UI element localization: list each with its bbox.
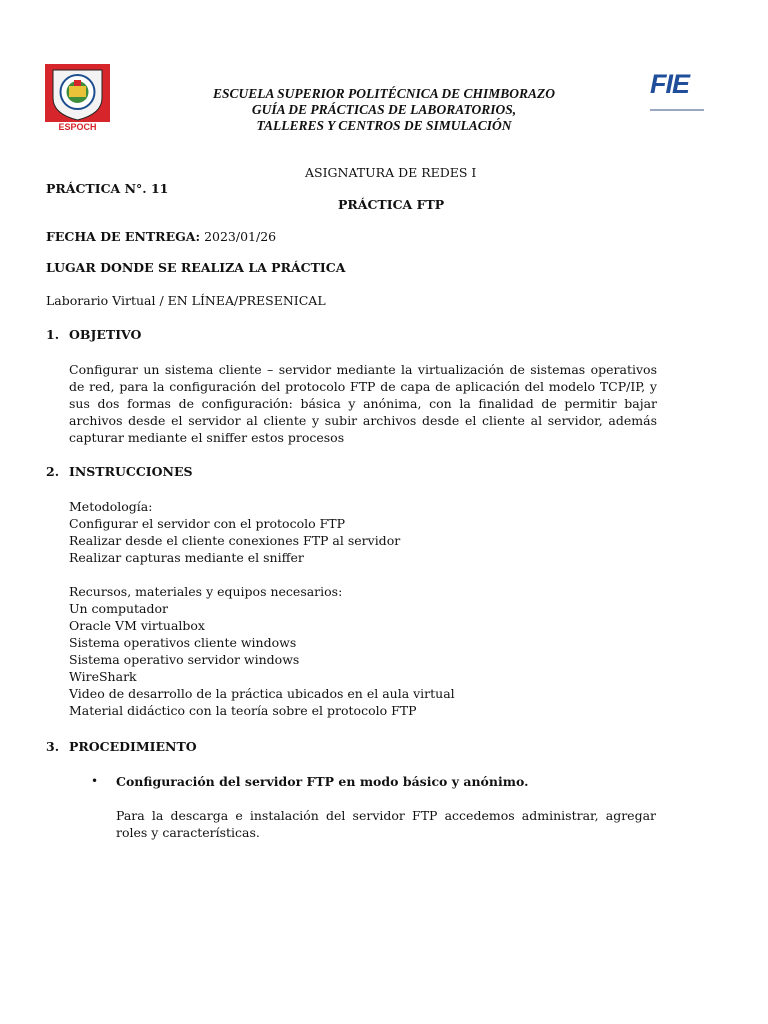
institution-title: ESCUELA SUPERIOR POLITÉCNICA DE CHIMBORAZO xyxy=(212,86,556,101)
due-date-label: FECHA DE ENTREGA: xyxy=(46,229,201,244)
fie-logo-text: FIE xyxy=(650,69,690,99)
place-value: Laborario Virtual / EN LÍNEA/PRESENICAL xyxy=(46,293,326,308)
section-instructions-heading xyxy=(46,463,193,480)
list-item: Recursos, materiales y equipos necesarios: xyxy=(69,584,343,599)
procedure-bullet: Configuración del servidor FTP en modo básico y anónimo. xyxy=(116,774,529,789)
list-item: Configurar el servidor con el protocolo FTP xyxy=(69,516,346,531)
section-title: INSTRUCCIONES xyxy=(69,464,193,479)
list-item: Material didáctico con la teoría sobre el protocolo FTP xyxy=(69,703,417,718)
practice-number: PRÁCTICA N°. 11 xyxy=(46,181,169,196)
guide-title: GUÍA DE PRÁCTICAS DE LABORATORIOS, xyxy=(251,102,517,117)
guide-subtitle: TALLERES Y CENTROS DE SIMULACIÓN xyxy=(256,118,512,133)
list-item: Realizar desde el cliente conexiones FTP al servidor xyxy=(69,533,401,548)
list-item: WireShark xyxy=(69,669,137,684)
practice-title: PRÁCTICA FTP xyxy=(338,197,445,212)
due-date xyxy=(46,228,276,245)
section-title: PROCEDIMIENTO xyxy=(69,739,197,754)
list-item: Sistema operativos cliente windows xyxy=(69,635,297,650)
subject-label: ASIGNATURA DE REDES I xyxy=(305,165,477,180)
section-objective-heading xyxy=(46,326,141,343)
due-date-value: 2023/01/26 xyxy=(200,229,277,244)
objective-text: Configurar un sistema cliente – servidor mediante la virtualización de sistemas operativos de red, para la configuración del protocolo FTP de capa de aplicación del modelo TCP/IP, y sus dos formas de configuración: básica y anónima, con la finalidad de permitir bajar archivos desde el servidor al cliente y subir archivos desde el cliente al servidor, además capturar mediante el sniffer estos procesos xyxy=(69,362,657,445)
section-number: 3. xyxy=(46,739,60,754)
methodology-list xyxy=(69,498,400,566)
list-item: Realizar capturas mediante el sniffer xyxy=(69,550,304,565)
list-item: Video de desarrollo de la práctica ubicados en el aula virtual xyxy=(69,686,455,701)
resources-list xyxy=(69,583,455,719)
section-number: 1. xyxy=(46,327,60,342)
place-label: LUGAR DONDE SE REALIZA LA PRÁCTICA xyxy=(46,260,346,275)
section-number: 2. xyxy=(46,464,60,479)
bullet-dot-icon: • xyxy=(91,774,99,788)
list-item: Sistema operativo servidor windows xyxy=(69,652,300,667)
list-item: Un computador xyxy=(69,601,168,616)
list-item: Oracle VM virtualbox xyxy=(69,618,205,633)
espoch-logo-label: ESPOCH xyxy=(58,122,97,132)
procedure-text: Para la descarga e instalación del servidor FTP accedemos administrar, agregar roles y características. xyxy=(116,808,656,840)
section-procedure-heading xyxy=(46,738,197,755)
list-item: Metodología: xyxy=(69,499,153,514)
section-title: OBJETIVO xyxy=(69,327,142,342)
